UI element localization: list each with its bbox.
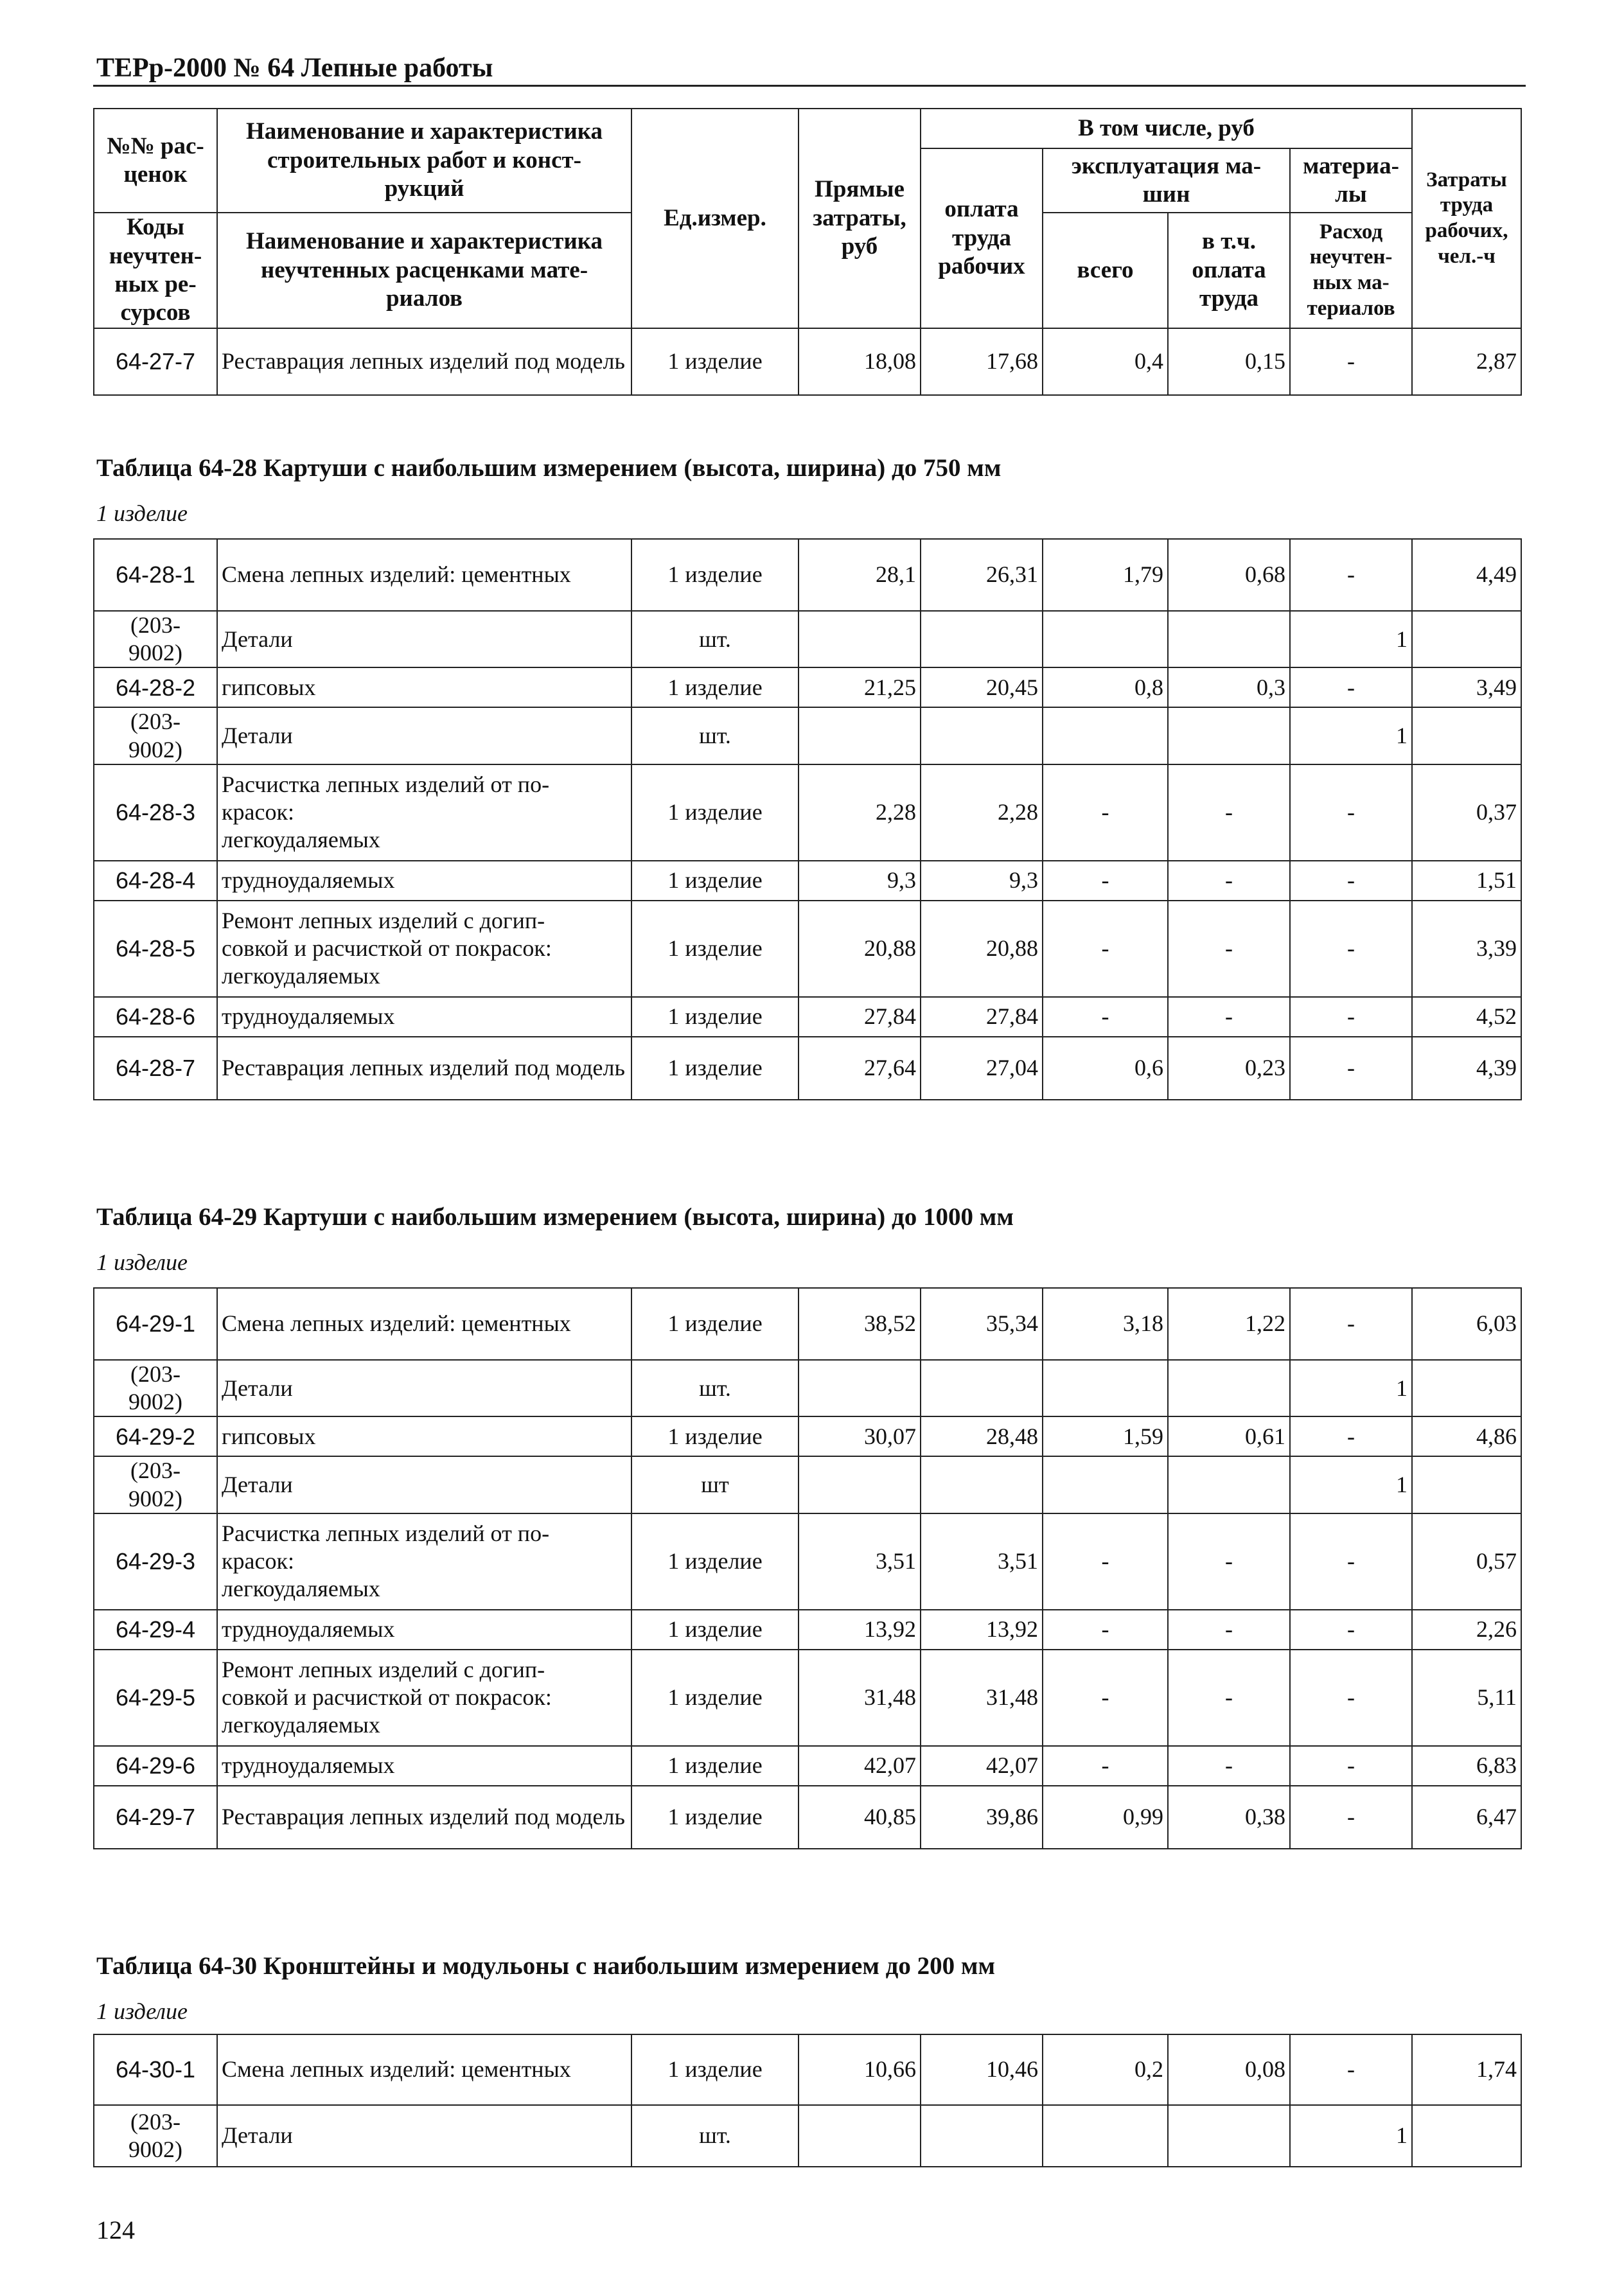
row-machines-wages: - <box>1168 1650 1290 1746</box>
table-row <box>94 997 1521 1037</box>
header-incl: В том числе, руб <box>921 109 1412 148</box>
header-code-top: №№ рас- ценок <box>94 109 217 213</box>
row-labor: 3,39 <box>1412 901 1521 997</box>
row-wages: 9,3 <box>921 861 1043 901</box>
row-machines: - <box>1043 901 1168 997</box>
row-machines-wages: - <box>1168 1513 1290 1610</box>
row-machines-wages <box>1168 707 1290 764</box>
row-direct: 31,48 <box>799 1650 921 1746</box>
row-wages <box>921 611 1043 667</box>
row-machines <box>1043 707 1168 764</box>
row-machines-wages: 0,61 <box>1168 1416 1290 1456</box>
row-wages: 2,28 <box>921 764 1043 861</box>
row-machines: - <box>1043 1513 1168 1610</box>
row-materials: 1 <box>1290 611 1412 667</box>
row-wages: 20,45 <box>921 667 1043 707</box>
header-direct-costs: Прямые затраты, руб <box>799 109 921 328</box>
row-code: 64-27-7 <box>94 328 217 395</box>
row-machines: 0,4 <box>1043 328 1168 395</box>
row-code: (203- 9002) <box>94 2105 217 2167</box>
row-materials: - <box>1290 328 1412 395</box>
row-labor: 6,03 <box>1412 1288 1521 1360</box>
row-machines <box>1043 1360 1168 1416</box>
table-row <box>94 1746 1521 1786</box>
row-labor: 2,87 <box>1412 328 1521 395</box>
header-machines: эксплуатация ма- шин <box>1043 148 1290 213</box>
row-name: Детали <box>217 611 631 667</box>
row-materials: - <box>1290 901 1412 997</box>
row-machines-wages <box>1168 2105 1290 2167</box>
row-code: 64-28-3 <box>94 764 217 861</box>
row-materials: - <box>1290 1288 1412 1360</box>
row-labor: 4,52 <box>1412 997 1521 1037</box>
row-machines <box>1043 1456 1168 1513</box>
row-direct: 2,28 <box>799 764 921 861</box>
row-name: Смена лепных изделий: цементных <box>217 1288 631 1360</box>
row-machines-wages: - <box>1168 1610 1290 1650</box>
row-wages: 17,68 <box>921 328 1043 395</box>
row-code: 64-29-6 <box>94 1746 217 1786</box>
row-machines-wages: - <box>1168 764 1290 861</box>
row-wages: 27,04 <box>921 1037 1043 1100</box>
row-name: Реставрация лепных изделий под модель <box>217 1786 631 1849</box>
row-machines-wages: - <box>1168 997 1290 1037</box>
row-code: (203- 9002) <box>94 611 217 667</box>
row-direct: 3,51 <box>799 1513 921 1610</box>
row-labor: 1,74 <box>1412 2034 1521 2105</box>
row-name: Детали <box>217 1360 631 1416</box>
row-materials: 1 <box>1290 1360 1412 1416</box>
row-name: гипсовых <box>217 667 631 707</box>
table-row <box>94 1037 1521 1100</box>
row-machines-wages <box>1168 611 1290 667</box>
table-row <box>94 328 1521 395</box>
row-name: Смена лепных изделий: цементных <box>217 539 631 611</box>
table-row <box>94 1288 1521 1360</box>
row-materials: - <box>1290 1037 1412 1100</box>
header-name-top: Наименование и характеристика строительных работ и конст- рукций <box>217 109 631 213</box>
row-unit: 1 изделие <box>631 1288 799 1360</box>
row-name: трудноудаляемых <box>217 1610 631 1650</box>
row-unit: 1 изделие <box>631 667 799 707</box>
row-materials: - <box>1290 1786 1412 1849</box>
row-direct <box>799 611 921 667</box>
row-wages: 3,51 <box>921 1513 1043 1610</box>
row-direct: 21,25 <box>799 667 921 707</box>
row-machines-wages: 0,08 <box>1168 2034 1290 2105</box>
row-unit: 1 изделие <box>631 328 799 395</box>
row-code: (203- 9002) <box>94 1360 217 1416</box>
row-machines-wages: 0,68 <box>1168 539 1290 611</box>
row-unit: шт. <box>631 611 799 667</box>
row-unit: шт. <box>631 2105 799 2167</box>
row-code: 64-29-2 <box>94 1416 217 1456</box>
row-machines: 1,79 <box>1043 539 1168 611</box>
row-machines-wages: 0,23 <box>1168 1037 1290 1100</box>
row-unit: 1 изделие <box>631 1037 799 1100</box>
header-unit: Ед.измер. <box>631 109 799 328</box>
row-machines: - <box>1043 1746 1168 1786</box>
row-machines <box>1043 611 1168 667</box>
row-code: 64-29-1 <box>94 1288 217 1360</box>
table-caption: Таблица 64-28 Картуши с наибольшим измерением (высота, ширина) до 750 мм <box>96 454 1002 482</box>
row-unit: шт. <box>631 1360 799 1416</box>
table-unit-note: 1 изделие <box>96 1998 188 2024</box>
row-materials: - <box>1290 1513 1412 1610</box>
row-code: 64-29-7 <box>94 1786 217 1849</box>
row-name: Ремонт лепных изделий с догип- совкой и расчисткой от покрасок: легкоудаляемых <box>217 1650 631 1746</box>
row-wages: 31,48 <box>921 1650 1043 1746</box>
row-name: трудноудаляемых <box>217 997 631 1037</box>
row-labor: 4,39 <box>1412 1037 1521 1100</box>
table-caption: Таблица 64-29 Картуши с наибольшим измерением (высота, ширина) до 1000 мм <box>96 1203 1014 1231</box>
row-machines: 1,59 <box>1043 1416 1168 1456</box>
resource-row <box>94 611 1521 667</box>
row-materials: - <box>1290 667 1412 707</box>
row-machines-wages: 1,22 <box>1168 1288 1290 1360</box>
row-unit: 1 изделие <box>631 1786 799 1849</box>
table-row <box>94 1416 1521 1456</box>
row-machines-wages <box>1168 1456 1290 1513</box>
row-wages: 39,86 <box>921 1786 1043 1849</box>
row-materials: - <box>1290 1650 1412 1746</box>
header-machines-total: всего <box>1043 213 1168 328</box>
row-unit: 1 изделие <box>631 764 799 861</box>
row-unit: 1 изделие <box>631 1746 799 1786</box>
row-wages <box>921 1360 1043 1416</box>
row-code: 64-30-1 <box>94 2034 217 2105</box>
table-row <box>94 1650 1521 1746</box>
table-row <box>94 2034 1521 2105</box>
table-row <box>94 764 1521 861</box>
row-name: Смена лепных изделий: цементных <box>217 2034 631 2105</box>
row-unit: 1 изделие <box>631 1513 799 1610</box>
row-labor: 0,57 <box>1412 1513 1521 1610</box>
row-labor: 4,86 <box>1412 1416 1521 1456</box>
row-labor: 0,37 <box>1412 764 1521 861</box>
row-machines-wages: - <box>1168 1746 1290 1786</box>
row-materials: - <box>1290 1746 1412 1786</box>
row-labor <box>1412 1360 1521 1416</box>
row-labor <box>1412 1456 1521 1513</box>
row-name: Ремонт лепных изделий с догип- совкой и расчисткой от покрасок: легкоудаляемых <box>217 901 631 997</box>
row-machines: 0,99 <box>1043 1786 1168 1849</box>
row-labor: 6,83 <box>1412 1746 1521 1786</box>
row-unit: 1 изделие <box>631 997 799 1037</box>
header-code-bottom: Коды неучтен- ных ре- сурсов <box>94 213 217 328</box>
table-row <box>94 1513 1521 1610</box>
row-unit: шт. <box>631 707 799 764</box>
row-materials: - <box>1290 2034 1412 2105</box>
row-machines-wages <box>1168 1360 1290 1416</box>
row-materials: - <box>1290 1416 1412 1456</box>
table-unit-note: 1 изделие <box>96 1249 188 1275</box>
row-labor <box>1412 611 1521 667</box>
resource-row <box>94 707 1521 764</box>
header-materials-consumption: Расход неучтен- ных ма- териалов <box>1290 213 1412 328</box>
resource-row <box>94 2105 1521 2167</box>
row-direct: 27,84 <box>799 997 921 1037</box>
row-wages <box>921 1456 1043 1513</box>
row-wages: 26,31 <box>921 539 1043 611</box>
row-unit: 1 изделие <box>631 1416 799 1456</box>
row-code: 64-28-5 <box>94 901 217 997</box>
row-machines: - <box>1043 1650 1168 1746</box>
row-code: 64-29-3 <box>94 1513 217 1610</box>
header-materials: материа- лы <box>1290 148 1412 213</box>
table-row <box>94 1610 1521 1650</box>
table-row <box>94 539 1521 611</box>
row-materials: 1 <box>1290 1456 1412 1513</box>
row-direct: 38,52 <box>799 1288 921 1360</box>
row-name: Реставрация лепных изделий под модель <box>217 328 631 395</box>
row-unit: 1 изделие <box>631 1650 799 1746</box>
row-direct <box>799 1360 921 1416</box>
row-name: Расчистка лепных изделий от по- красок: легкоудаляемых <box>217 1513 631 1610</box>
row-wages <box>921 707 1043 764</box>
row-direct: 42,07 <box>799 1746 921 1786</box>
row-code: 64-28-6 <box>94 997 217 1037</box>
row-materials: - <box>1290 539 1412 611</box>
row-machines-wages: 0,15 <box>1168 328 1290 395</box>
row-wages: 35,34 <box>921 1288 1043 1360</box>
row-code: 64-29-5 <box>94 1650 217 1746</box>
row-labor: 4,49 <box>1412 539 1521 611</box>
row-direct <box>799 707 921 764</box>
row-direct: 40,85 <box>799 1786 921 1849</box>
row-wages <box>921 2105 1043 2167</box>
row-wages: 28,48 <box>921 1416 1043 1456</box>
resource-row <box>94 1360 1521 1416</box>
row-name: трудноудаляемых <box>217 1746 631 1786</box>
row-machines: 0,8 <box>1043 667 1168 707</box>
row-direct: 27,64 <box>799 1037 921 1100</box>
row-code: 64-28-7 <box>94 1037 217 1100</box>
row-code: 64-28-1 <box>94 539 217 611</box>
row-code: (203- 9002) <box>94 1456 217 1513</box>
row-name: Расчистка лепных изделий от по- красок: легкоудаляемых <box>217 764 631 861</box>
row-machines: - <box>1043 1610 1168 1650</box>
row-materials: 1 <box>1290 707 1412 764</box>
row-wages: 42,07 <box>921 1746 1043 1786</box>
row-machines: - <box>1043 764 1168 861</box>
row-direct: 9,3 <box>799 861 921 901</box>
row-machines: 0,2 <box>1043 2034 1168 2105</box>
header-labor: Затраты труда рабочих, чел.-ч <box>1412 109 1521 328</box>
row-code: (203- 9002) <box>94 707 217 764</box>
header-wages: оплата труда рабочих <box>921 148 1043 328</box>
row-direct: 28,1 <box>799 539 921 611</box>
row-unit: 1 изделие <box>631 1610 799 1650</box>
table-row <box>94 667 1521 707</box>
row-labor <box>1412 2105 1521 2167</box>
row-machines-wages: - <box>1168 901 1290 997</box>
row-direct: 20,88 <box>799 901 921 997</box>
row-name: Детали <box>217 2105 631 2167</box>
row-unit: 1 изделие <box>631 2034 799 2105</box>
row-unit: 1 изделие <box>631 861 799 901</box>
row-machines-wages: 0,38 <box>1168 1786 1290 1849</box>
table-row <box>94 861 1521 901</box>
header-name-bottom: Наименование и характеристика неучтенных расценками мате- риалов <box>217 213 631 328</box>
row-direct <box>799 2105 921 2167</box>
row-materials: - <box>1290 997 1412 1037</box>
row-labor <box>1412 707 1521 764</box>
row-materials: - <box>1290 1610 1412 1650</box>
row-name: трудноудаляемых <box>217 861 631 901</box>
row-direct: 13,92 <box>799 1610 921 1650</box>
row-unit: шт <box>631 1456 799 1513</box>
row-machines: 0,6 <box>1043 1037 1168 1100</box>
row-machines-wages: 0,3 <box>1168 667 1290 707</box>
row-name: Реставрация лепных изделий под модель <box>217 1037 631 1100</box>
row-labor: 5,11 <box>1412 1650 1521 1746</box>
row-machines <box>1043 2105 1168 2167</box>
rates-table-64-29 <box>93 1287 1522 1849</box>
row-code: 64-29-4 <box>94 1610 217 1650</box>
row-name: Детали <box>217 707 631 764</box>
rates-table-64-30 <box>93 2034 1522 2167</box>
row-name: гипсовых <box>217 1416 631 1456</box>
table-row <box>94 1786 1521 1849</box>
row-direct: 30,07 <box>799 1416 921 1456</box>
row-machines-wages: - <box>1168 861 1290 901</box>
table-unit-note: 1 изделие <box>96 500 188 526</box>
row-materials: - <box>1290 764 1412 861</box>
header-rule <box>93 85 1526 87</box>
resource-row <box>94 1456 1521 1513</box>
header-machines-wages: в т.ч. оплата труда <box>1168 213 1290 328</box>
row-labor: 2,26 <box>1412 1610 1521 1650</box>
rates-header-table <box>93 108 1522 396</box>
row-name: Детали <box>217 1456 631 1513</box>
page-number: 124 <box>96 2216 135 2244</box>
row-labor: 6,47 <box>1412 1786 1521 1849</box>
row-materials: 1 <box>1290 2105 1412 2167</box>
row-direct <box>799 1456 921 1513</box>
row-code: 64-28-2 <box>94 667 217 707</box>
row-direct: 18,08 <box>799 328 921 395</box>
row-wages: 27,84 <box>921 997 1043 1037</box>
table-caption: Таблица 64-30 Кронштейны и модульоны с наибольшим измерением до 200 мм <box>96 1952 996 1980</box>
row-code: 64-28-4 <box>94 861 217 901</box>
row-unit: 1 изделие <box>631 539 799 611</box>
row-direct: 10,66 <box>799 2034 921 2105</box>
row-labor: 1,51 <box>1412 861 1521 901</box>
row-wages: 13,92 <box>921 1610 1043 1650</box>
row-materials: - <box>1290 861 1412 901</box>
row-machines: 3,18 <box>1043 1288 1168 1360</box>
rates-table-64-28 <box>93 538 1522 1100</box>
row-machines: - <box>1043 997 1168 1037</box>
row-machines: - <box>1043 861 1168 901</box>
row-labor: 3,49 <box>1412 667 1521 707</box>
row-wages: 10,46 <box>921 2034 1043 2105</box>
row-unit: 1 изделие <box>631 901 799 997</box>
running-title: ТЕРр-2000 № 64 Лепные работы <box>96 53 493 83</box>
row-wages: 20,88 <box>921 901 1043 997</box>
table-row <box>94 901 1521 997</box>
